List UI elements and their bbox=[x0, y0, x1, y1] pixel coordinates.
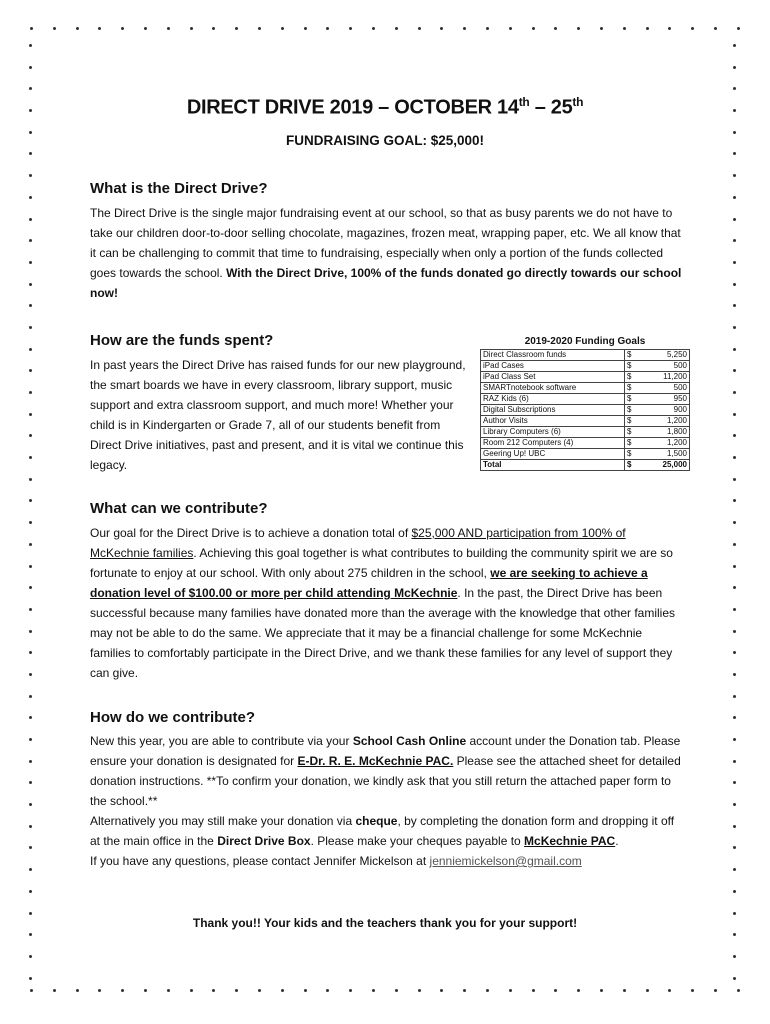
table-row bbox=[481, 383, 690, 394]
border-dot bbox=[29, 348, 32, 351]
border-dot bbox=[486, 989, 489, 992]
item-cell: Digital Subscriptions bbox=[481, 405, 625, 416]
border-dot bbox=[733, 955, 736, 958]
border-dot bbox=[733, 391, 736, 394]
value-cell: 500 bbox=[639, 361, 690, 372]
total-value: 25,000 bbox=[639, 460, 690, 471]
currency-cell: $ bbox=[625, 449, 640, 460]
border-dot bbox=[29, 283, 32, 286]
border-dot bbox=[167, 27, 170, 30]
border-dot bbox=[577, 989, 580, 992]
border-dot bbox=[733, 803, 736, 806]
value-cell: 1,200 bbox=[639, 438, 690, 449]
border-dot bbox=[733, 912, 736, 915]
fundraising-goal: FUNDRAISING GOAL: $25,000! bbox=[285, 133, 485, 148]
border-dot bbox=[395, 989, 398, 992]
border-dot bbox=[733, 174, 736, 177]
border-dot bbox=[29, 977, 32, 980]
border-dot bbox=[29, 44, 32, 47]
item-cell: Author Visits bbox=[481, 416, 625, 427]
border-dot bbox=[121, 27, 124, 30]
border-dot bbox=[577, 27, 580, 30]
border-dot bbox=[29, 608, 32, 611]
border-dot bbox=[554, 989, 557, 992]
border-dot bbox=[98, 989, 101, 992]
border-dot bbox=[29, 933, 32, 936]
table-row bbox=[481, 416, 690, 427]
border-dot bbox=[733, 369, 736, 372]
border-dot bbox=[733, 933, 736, 936]
value-cell: 11,200 bbox=[639, 372, 690, 383]
border-dot bbox=[29, 326, 32, 329]
border-dot bbox=[190, 989, 193, 992]
border-dot bbox=[733, 586, 736, 589]
value-cell: 1,200 bbox=[639, 416, 690, 427]
border-dot bbox=[190, 27, 193, 30]
dotted-border-bottom bbox=[30, 989, 740, 997]
border-dot bbox=[733, 434, 736, 437]
currency-cell: $ bbox=[625, 350, 640, 361]
border-dot bbox=[532, 989, 535, 992]
item-cell: iPad Class Set bbox=[481, 372, 625, 383]
table-total-row bbox=[481, 460, 690, 471]
border-dot bbox=[733, 239, 736, 242]
border-dot bbox=[733, 868, 736, 871]
border-dot bbox=[29, 152, 32, 155]
dotted-border-top bbox=[30, 27, 740, 35]
value-cell: 500 bbox=[639, 383, 690, 394]
border-dot bbox=[29, 456, 32, 459]
border-dot bbox=[281, 27, 284, 30]
border-dot bbox=[29, 738, 32, 741]
border-dot bbox=[29, 434, 32, 437]
heading-contribute: What can we contribute? bbox=[90, 500, 268, 517]
border-dot bbox=[418, 27, 421, 30]
border-dot bbox=[733, 44, 736, 47]
heading-how-contribute: How do we contribute? bbox=[90, 709, 255, 726]
paragraph-funds-spent: In past years the Direct Drive has raised funds for our new playground, the smart boards we have in every classroom, library support, music support and extra classroom support, and much more! Whether your child is in Kindergarten or Grade 7, all of our students benefit from Direct Drive initiatives, past and present, and it is vital we continue this legacy. bbox=[90, 358, 466, 472]
value-cell: 900 bbox=[639, 405, 690, 416]
border-dot bbox=[418, 989, 421, 992]
border-dot bbox=[733, 66, 736, 69]
border-dot bbox=[691, 989, 694, 992]
border-dot bbox=[29, 499, 32, 502]
border-dot bbox=[349, 989, 352, 992]
border-dot bbox=[733, 456, 736, 459]
border-dot bbox=[29, 673, 32, 676]
border-dot bbox=[29, 825, 32, 828]
border-dot bbox=[235, 27, 238, 30]
border-dot bbox=[29, 630, 32, 633]
border-dot bbox=[733, 261, 736, 264]
currency-cell: $ bbox=[625, 405, 640, 416]
border-dot bbox=[29, 239, 32, 242]
border-dot bbox=[691, 27, 694, 30]
border-dot bbox=[29, 521, 32, 524]
border-dot bbox=[29, 565, 32, 568]
border-dot bbox=[737, 989, 740, 992]
border-dot bbox=[212, 989, 215, 992]
border-dot bbox=[29, 174, 32, 177]
border-dot bbox=[29, 218, 32, 221]
border-dot bbox=[733, 196, 736, 199]
border-dot bbox=[29, 846, 32, 849]
border-dot bbox=[733, 218, 736, 221]
border-dot bbox=[733, 87, 736, 90]
border-dot bbox=[144, 27, 147, 30]
border-dot bbox=[29, 716, 32, 719]
border-dot bbox=[714, 989, 717, 992]
item-cell: SMARTnotebook software bbox=[481, 383, 625, 394]
border-dot bbox=[372, 27, 375, 30]
border-dot bbox=[76, 989, 79, 992]
currency-cell: $ bbox=[625, 438, 640, 449]
border-dot bbox=[623, 27, 626, 30]
heading-what-is: What is the Direct Drive? bbox=[90, 180, 268, 197]
table-row bbox=[481, 427, 690, 438]
border-dot bbox=[258, 27, 261, 30]
total-label: Total bbox=[481, 460, 625, 471]
funding-goals-table bbox=[480, 334, 690, 471]
page-title: DIRECT DRIVE 2019 – OCTOBER 14th – 25th bbox=[186, 95, 584, 119]
border-dot bbox=[212, 27, 215, 30]
border-dot bbox=[733, 760, 736, 763]
border-dot bbox=[733, 630, 736, 633]
border-dot bbox=[737, 27, 740, 30]
border-dot bbox=[30, 989, 33, 992]
border-dot bbox=[440, 989, 443, 992]
currency-cell: $ bbox=[625, 460, 640, 471]
border-dot bbox=[304, 27, 307, 30]
paragraph-contribute: Our goal for the Direct Drive is to achieve a donation total of $25,000 AND participation from 100% of McKechnie families. Achieving this goal together is what contributes to building the community spirit we are so fortunate to enjoy at our school. With only about 275 children in the school, we are seeking to achieve a donation level of $100.00 or more per child attending McKechnie. In the past, the Direct Drive has been successful because many families have donated more than the average with the knowledge that other families may not be able to do the same. We appreciate that it may be a financial challenge for some McKechnie families to comfortably participate in the Direct Drive, and we thank these families for any level of support they can give. bbox=[90, 526, 675, 680]
border-dot bbox=[733, 521, 736, 524]
item-cell: Library Computers (6) bbox=[481, 427, 625, 438]
currency-cell: $ bbox=[625, 427, 640, 438]
border-dot bbox=[733, 651, 736, 654]
border-dot bbox=[600, 27, 603, 30]
border-dot bbox=[733, 673, 736, 676]
border-dot bbox=[235, 989, 238, 992]
border-dot bbox=[623, 989, 626, 992]
border-dot bbox=[395, 27, 398, 30]
border-dot bbox=[733, 890, 736, 893]
border-dot bbox=[532, 27, 535, 30]
item-cell: RAZ Kids (6) bbox=[481, 394, 625, 405]
border-dot bbox=[463, 27, 466, 30]
table-row bbox=[481, 394, 690, 405]
border-dot bbox=[281, 989, 284, 992]
heading-funds-spent: How are the funds spent? bbox=[90, 332, 274, 349]
border-dot bbox=[304, 989, 307, 992]
border-dot bbox=[509, 27, 512, 30]
border-dot bbox=[29, 391, 32, 394]
border-dot bbox=[600, 989, 603, 992]
table-caption: 2019-2020 Funding Goals bbox=[524, 336, 646, 347]
currency-cell: $ bbox=[625, 372, 640, 383]
border-dot bbox=[733, 716, 736, 719]
border-dot bbox=[29, 586, 32, 589]
value-cell: 1,800 bbox=[639, 427, 690, 438]
border-dot bbox=[440, 27, 443, 30]
value-cell: 5,250 bbox=[639, 350, 690, 361]
table-row bbox=[481, 438, 690, 449]
border-dot bbox=[29, 196, 32, 199]
border-dot bbox=[29, 955, 32, 958]
border-dot bbox=[29, 912, 32, 915]
table-row bbox=[481, 361, 690, 372]
border-dot bbox=[29, 781, 32, 784]
border-dot bbox=[668, 27, 671, 30]
border-dot bbox=[733, 695, 736, 698]
border-dot bbox=[733, 825, 736, 828]
border-dot bbox=[29, 87, 32, 90]
border-dot bbox=[733, 781, 736, 784]
border-dot bbox=[326, 27, 329, 30]
border-dot bbox=[53, 989, 56, 992]
border-dot bbox=[733, 565, 736, 568]
border-dot bbox=[29, 695, 32, 698]
item-cell: Room 212 Computers (4) bbox=[481, 438, 625, 449]
border-dot bbox=[29, 304, 32, 307]
contact-email-link[interactable]: jenniemickelson@gmail.com bbox=[429, 854, 582, 868]
table-row bbox=[481, 372, 690, 383]
border-dot bbox=[646, 27, 649, 30]
table-row bbox=[481, 449, 690, 460]
border-dot bbox=[29, 261, 32, 264]
border-dot bbox=[733, 738, 736, 741]
border-dot bbox=[29, 890, 32, 893]
border-dot bbox=[121, 989, 124, 992]
border-dot bbox=[733, 283, 736, 286]
border-dot bbox=[30, 27, 33, 30]
border-dot bbox=[733, 478, 736, 481]
paragraph-how-contribute: New this year, you are able to contribute via your School Cash Online account under the Donation tab. Please ensure your donation is designated for E-Dr. R. E. McKechnie PAC. Please see the attached sheet for detailed donation instructions. **To confirm your donation, we kindly ask that you still return the attached paper form to the school.** Alternatively you may still make your donation via cheque, by completing the donation form and dropping it off at the main office in the Direct Drive Box. Please make your cheques payable to McKechnie PAC. If you have any questions, please contact Jennifer Mickelson at jenniemickelson@gmail.com bbox=[90, 734, 681, 868]
border-dot bbox=[29, 868, 32, 871]
thank-you-note: Thank you!! Your kids and the teachers thank you for your support! bbox=[192, 916, 578, 930]
paragraph-what-is: The Direct Drive is the single major fundraising event at our school, so that as busy parents we do not have to take our children door-to-door selling chocolate, magazines, frozen meat, wrapping paper, etc. We all know that it can be challenging to commit that time to fundraising, especially when only a portion of the funds collected goes towards the school. With the Direct Drive, 100% of the funds donated go directly towards our school now! bbox=[90, 206, 682, 300]
border-dot bbox=[258, 989, 261, 992]
border-dot bbox=[733, 543, 736, 546]
border-dot bbox=[29, 543, 32, 546]
value-cell: 1,500 bbox=[639, 449, 690, 460]
border-dot bbox=[733, 608, 736, 611]
dotted-border-right bbox=[733, 44, 741, 980]
border-dot bbox=[554, 27, 557, 30]
border-dot bbox=[463, 989, 466, 992]
border-dot bbox=[733, 846, 736, 849]
border-dot bbox=[349, 27, 352, 30]
border-dot bbox=[29, 651, 32, 654]
border-dot bbox=[29, 413, 32, 416]
border-dot bbox=[733, 413, 736, 416]
border-dot bbox=[76, 27, 79, 30]
border-dot bbox=[29, 66, 32, 69]
currency-cell: $ bbox=[625, 394, 640, 405]
border-dot bbox=[29, 760, 32, 763]
border-dot bbox=[733, 304, 736, 307]
border-dot bbox=[326, 989, 329, 992]
border-dot bbox=[29, 803, 32, 806]
border-dot bbox=[53, 27, 56, 30]
table-row bbox=[481, 350, 690, 361]
currency-cell: $ bbox=[625, 416, 640, 427]
border-dot bbox=[509, 989, 512, 992]
currency-cell: $ bbox=[625, 361, 640, 372]
border-dot bbox=[714, 27, 717, 30]
border-dot bbox=[486, 27, 489, 30]
dotted-border-left bbox=[29, 44, 37, 980]
table-row bbox=[481, 405, 690, 416]
border-dot bbox=[733, 977, 736, 980]
border-dot bbox=[646, 989, 649, 992]
item-cell: Geering Up! UBC bbox=[481, 449, 625, 460]
border-dot bbox=[372, 989, 375, 992]
border-dot bbox=[144, 989, 147, 992]
item-cell: Direct Classroom funds bbox=[481, 350, 625, 361]
border-dot bbox=[733, 499, 736, 502]
border-dot bbox=[29, 369, 32, 372]
currency-cell: $ bbox=[625, 383, 640, 394]
border-dot bbox=[733, 152, 736, 155]
border-dot bbox=[668, 989, 671, 992]
value-cell: 950 bbox=[639, 394, 690, 405]
item-cell: iPad Cases bbox=[481, 361, 625, 372]
border-dot bbox=[29, 478, 32, 481]
border-dot bbox=[167, 989, 170, 992]
border-dot bbox=[733, 326, 736, 329]
border-dot bbox=[733, 348, 736, 351]
border-dot bbox=[98, 27, 101, 30]
